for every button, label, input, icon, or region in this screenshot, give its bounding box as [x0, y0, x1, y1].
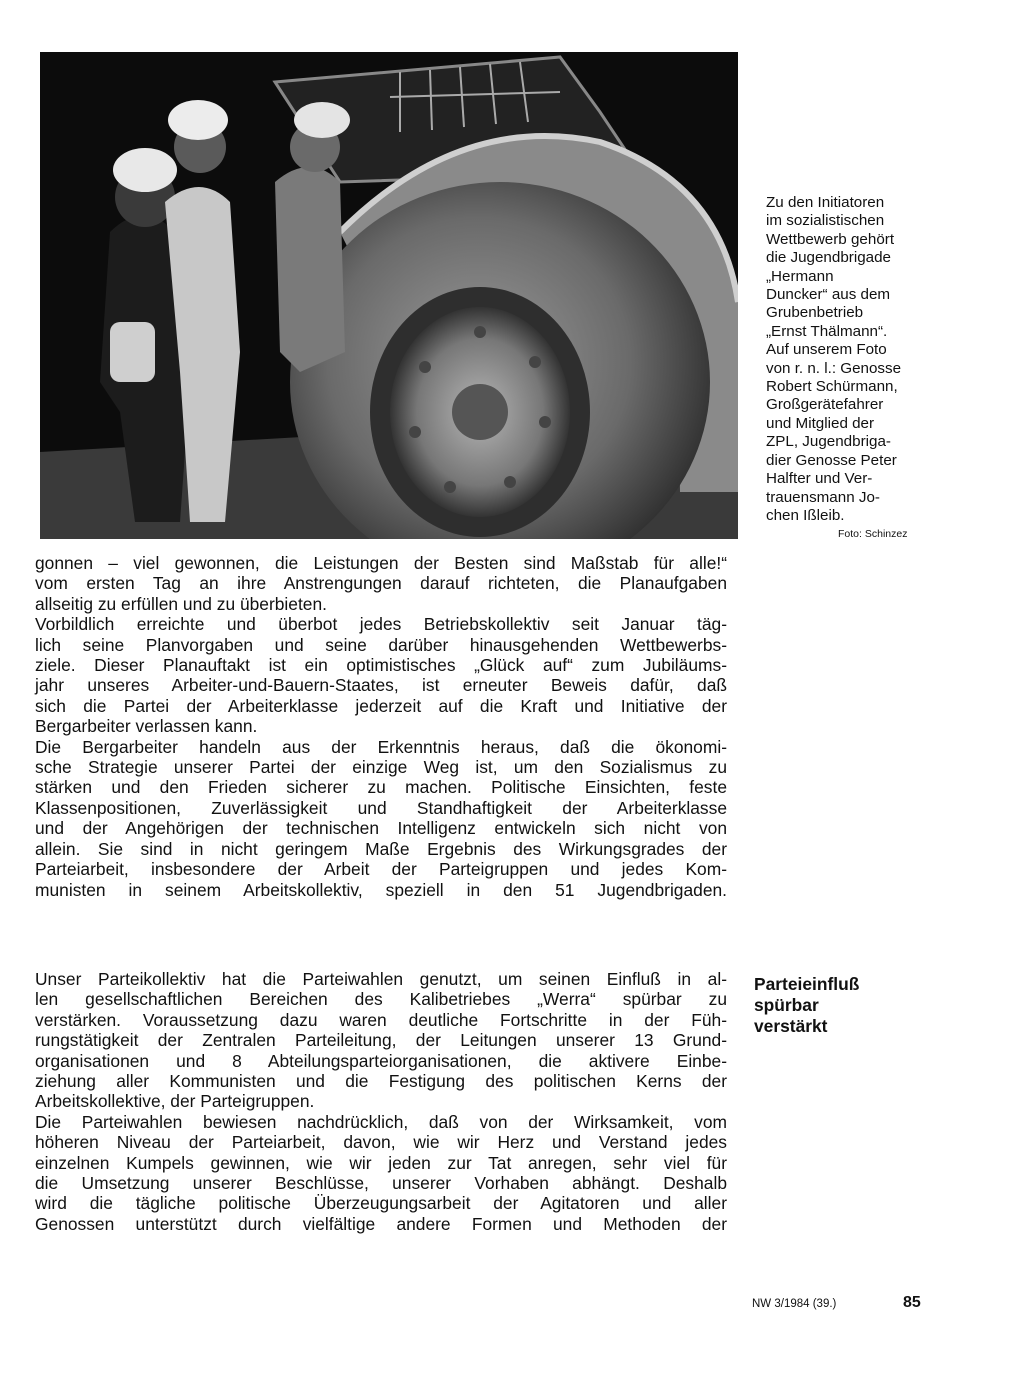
text-line: rungstätigkeit der Zentralen Parteileitung, der Leitungen unserer 13 Grund- [35, 1030, 727, 1051]
text-line: wird die tägliche politische Überzeugungsarbeit der Agitatoren und aller [35, 1193, 727, 1214]
caption-line: „Ernst Thälmann“. [766, 322, 888, 340]
caption-line: dier Genosse Peter [766, 451, 897, 469]
text-line: und der Angehörigen der technischen Intelligenz entwickeln sich nicht von [35, 818, 727, 839]
text-line: Parteiarbeit, insbesondere der Arbeit der Parteigruppen und jedes Kom- [35, 859, 727, 880]
caption-line: Halfter und Ver- [766, 470, 873, 488]
caption-line: von r. n. l.: Genosse [766, 359, 902, 377]
text-line: allein. Sie sind in nicht geringem Maße Ergebnis des Wirkungsgrades der [35, 838, 727, 859]
text-line: lich seine Planvorgaben und seine darüber hinausgehenden Wettbewerbs- [35, 634, 727, 655]
text-line: allseitig zu erfüllen und zu überbieten. [35, 593, 327, 614]
caption-line: Robert Schürmann, [766, 378, 898, 396]
paragraph [35, 553, 727, 614]
marginal-heading-line: spürbar [754, 995, 819, 1015]
caption-line: Wettbewerb gehört [766, 230, 895, 248]
paragraph [35, 614, 727, 736]
text-line: Arbeitskollektive, der Parteigruppen. [35, 1091, 315, 1112]
caption-line: und Mitglied der [766, 414, 875, 432]
text-line: len gesellschaftlichen Bereichen des Kalibetriebes „Werra“ spürbar zu [35, 989, 727, 1010]
caption-line: Grubenbetrieb [766, 304, 864, 322]
text-line: jahr unseres Arbeiter-und-Bauern-Staates, ist erneuter Beweis dafür, daß [35, 675, 727, 696]
text-line: Die Bergarbeiter handeln aus der Erkenntnis heraus, daß die ökonomi- [35, 736, 727, 757]
caption-line: Auf unserem Foto [766, 341, 887, 359]
text-line: Klassenpositionen, Zuverlässigkeit und Standhaftigkeit der Arbeiterklasse [35, 797, 727, 818]
text-line: Genossen unterstützt durch vielfältige andere Formen und Methoden der [35, 1213, 727, 1234]
text-line: munisten in seinem Arbeitskollektiv, speziell in den 51 Jugendbrigaden. [35, 879, 727, 900]
issue-folio: NW 3/1984 (39.) [752, 1298, 837, 1310]
text-line: ziele. Dieser Planauftakt ist ein optimistisches „Glück auf“ zum Jubiläums- [35, 655, 727, 676]
photo-miners-with-truck [40, 52, 738, 539]
caption-line: im sozialistischen [766, 212, 885, 230]
caption-line: Duncker“ aus dem [766, 286, 891, 304]
paragraph [35, 1112, 727, 1234]
page-number: 85 [903, 1294, 921, 1311]
text-line: gonnen – viel gewonnen, die Leistungen der Besten sind Maßstab für alle!“ [35, 553, 727, 573]
caption-line: Großgerätefahrer [766, 396, 884, 414]
text-line: Vorbildlich erreichte und überbot jedes Betriebskollektiv seit Januar täg- [35, 614, 727, 635]
marginal-heading [754, 974, 894, 1037]
caption-line: chen Ißleib. [766, 506, 845, 524]
article-column-lower [35, 969, 727, 1234]
text-line: vom ersten Tag an ihre Anstrengungen darauf richteten, die Planaufgaben [35, 573, 727, 594]
paragraph [35, 969, 727, 1112]
text-line: höheren Niveau der Parteiarbeit, davon, wie wir Herz und Verstand jedes [35, 1132, 727, 1153]
article-column-upper [35, 553, 727, 900]
text-line: verstärken. Voraussetzung dazu waren deutliche Fortschritte in der Füh- [35, 1009, 727, 1030]
photo-caption [766, 194, 956, 525]
marginal-heading-line: Parteieinfluß [754, 974, 860, 994]
text-line: sich die Partei der Arbeiterklasse jederzeit auf die Kraft und Initiative der [35, 695, 727, 716]
caption-line: die Jugendbrigade [766, 249, 891, 267]
caption-line: „Hermann [766, 267, 834, 285]
photo-credit: Foto: Schinzez [838, 528, 908, 540]
text-line: die Umsetzung unserer Beschlüsse, unserer Vorhaben abhängt. Deshalb [35, 1173, 727, 1194]
photo-icon [40, 52, 738, 539]
text-line: Unser Parteikollektiv hat die Parteiwahlen genutzt, um seinen Einfluß in al- [35, 969, 727, 989]
text-line: organisationen und 8 Abteilungsparteiorganisationen, die aktivere Einbe- [35, 1050, 727, 1071]
caption-line: ZPL, Jugendbriga- [766, 433, 891, 451]
caption-line: trauensmann Jo- [766, 488, 880, 506]
text-line: einzelnen Kumpels gewinnen, wie wir jeden zur Tat anregen, sehr viel für [35, 1152, 727, 1173]
text-line: sche Strategie unserer Partei der einzige Weg ist, um den Sozialismus zu [35, 757, 727, 778]
caption-text [766, 194, 956, 525]
text-line: Bergarbeiter verlassen kann. [35, 716, 258, 737]
marginal-heading-line: verstärkt [754, 1016, 828, 1036]
caption-line: Zu den Initiatoren [766, 194, 885, 211]
paragraph [35, 737, 727, 900]
text-line: Die Parteiwahlen bewiesen nachdrücklich, daß von der Wirksamkeit, vom [35, 1111, 727, 1132]
text-line: stärken und den Frieden sicherer zu machen. Politische Einsichten, feste [35, 777, 727, 798]
text-line: ziehung aller Kommunisten und die Festigung des politischen Kerns der [35, 1071, 727, 1092]
